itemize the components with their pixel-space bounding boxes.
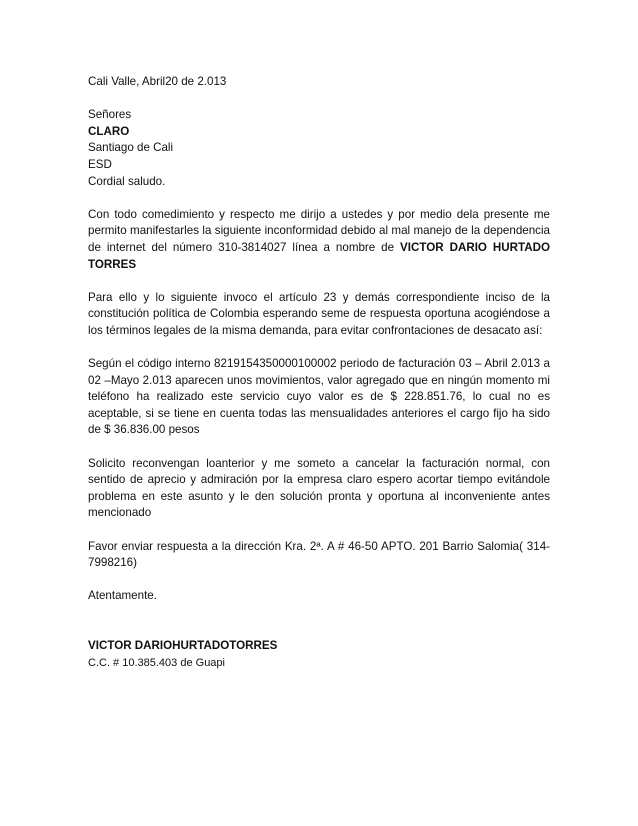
spacer (88, 605, 550, 622)
closing: Atentamente. (88, 589, 157, 603)
signature-id: C.C. # 10.385.403 de Guapi (88, 656, 225, 669)
spacer (88, 91, 550, 108)
paragraph-legal-basis: Para ello y lo siguiente invoco el artículo 23 y demás correspondiente inciso de la constitución política de Colombia esperando seme de respuesta oportuna acogiéndose a los términos legales de la misma demanda, para evitar confrontaciones de desacato así: (88, 290, 550, 337)
spacer (88, 622, 550, 639)
spacer (88, 572, 550, 589)
paragraph-complaint (88, 207, 550, 273)
spacer (88, 439, 550, 456)
letter-page (88, 74, 550, 671)
recipient-esd: ESD (88, 157, 112, 171)
paragraph-complaint-text: Con todo comedimiento y respecto me dirijo a ustedes y por medio dela presente me permito manifestarles la siguiente inconformidad debido al mal manejo de la dependencia de internet del número 310-3814027 línea a nombre de (88, 207, 550, 254)
paragraph-billing-details: Según el código interno 8219154350000100002 periodo de facturación 03 – Abril 2.013 a 02 –Mayo 2.013 aparecen unos movimientos, valor agregado que en ningún momento mi teléfono ha realizado este servicio cuyo valor es de $ 228.851.76, lo cual no es aceptable, si se tiene en cuenta todas las mensualidades anteriores el cargo fijo ha sido de $ 36.836.00 pesos (88, 357, 550, 437)
place-date: Cali Valle, Abril20 de 2.013 (88, 75, 227, 88)
recipient-city: Santiago de Cali (88, 141, 174, 155)
salutation: Cordial saludo. (88, 174, 166, 188)
spacer (88, 340, 550, 357)
account-holder-name: VICTOR DARIO HURTADO TORRES (88, 240, 550, 271)
spacer (88, 273, 550, 290)
paragraph-request: Solicito reconvengan loanterior y me someto a cancelar la facturación normal, con sentido de aprecio y admiración por la empresa claro espero acortar tiempo evitándole problema en este asunto y le den solución pronta y oportuna al inconveniente antes mencionado (88, 456, 550, 520)
greeting-label: Señores (88, 108, 132, 122)
spacer (88, 522, 550, 539)
recipient-company: CLARO (88, 124, 130, 138)
signature-name: VICTOR DARIOHURTADOTORRES (88, 639, 278, 653)
paragraph-address: Favor enviar respuesta a la dirección Kra. 2ª. A # 46-50 APTO. 201 Barrio Salomia( 314-7998216) (88, 539, 550, 570)
spacer (88, 190, 550, 207)
